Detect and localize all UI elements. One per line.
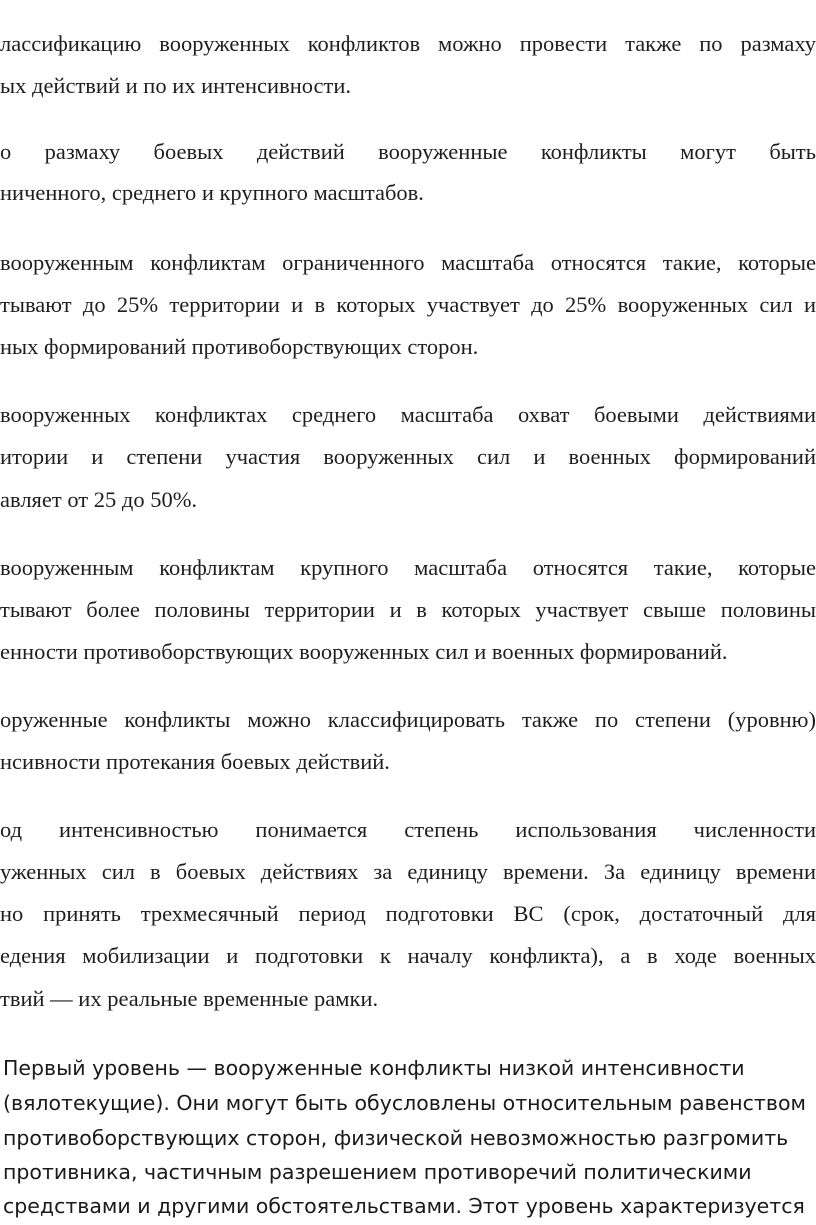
paragraph-8-line-3: противоборствующих сторон, физической невозможностью разгромить: [3, 1126, 789, 1150]
paragraph-6-line-1: оруженные конфликты можно классифицировать также по степени (уровню): [0, 707, 816, 732]
paragraph-5-line-1: вооруженным конфликтам крупного масштаба относятся такие, которые: [0, 555, 816, 580]
paragraph-4-line-1: вооруженных конфликтах среднего масштаба охват боевыми действиями: [0, 402, 816, 427]
paragraph-7-line-5: твий — их реальные временные рамки.: [0, 986, 379, 1011]
paragraph-2-line-2: ниченного, среднего и крупного масштабов.: [0, 180, 424, 205]
paragraph-2-line-1: о размаху боевых действий вооруженные конфликты могут быть: [0, 139, 816, 164]
paragraph-1-line-2: ых действий и по их интенсивности.: [0, 73, 352, 98]
paragraph-5-line-2: тывают более половины территории и в которых участвует свыше половины: [0, 597, 816, 622]
paragraph-1-line-1: лассификацию вооруженных конфликтов можно провести также по размаху: [0, 31, 816, 56]
paragraph-8-line-1: Первый уровень — вооруженные конфликты низкой интенсивности: [3, 1056, 745, 1080]
paragraph-8-line-4: противника, частичным разрешением противоречий политическими: [3, 1160, 752, 1184]
paragraph-7-line-2: уженных сил в боевых действиях за единицу времени. За единицу времени: [0, 859, 816, 884]
paragraph-4-line-2: итории и степени участия вооруженных сил и военных формирований: [0, 444, 816, 469]
paragraph-7-line-3: но принять трехмесячный период подготовки ВС (срок, достаточный для: [0, 901, 816, 926]
paragraph-3-line-1: вооруженным конфликтам ограниченного масштаба относятся такие, которые: [0, 250, 816, 275]
paragraph-3-line-2: тывают до 25% территории и в которых участвует до 25% вооруженных сил и: [0, 292, 816, 317]
paragraph-7-line-1: од интенсивностью понимается степень использования численности: [0, 817, 816, 842]
paragraph-4-line-3: авляет от 25 до 50%.: [0, 487, 198, 512]
paragraph-7-line-4: едения мобилизации и подготовки к началу конфликта), а в ходе военных: [0, 943, 816, 968]
paragraph-8-line-5: средствами и другими обстоятельствами. Этот уровень характеризуется: [3, 1194, 805, 1218]
paragraph-8-line-2: (вялотекущие). Они могут быть обусловлены относительным равенством: [3, 1091, 806, 1115]
paragraph-5-line-3: енности противоборствующих вооруженных сил и военных формирований.: [0, 639, 728, 664]
paragraph-6-line-2: нсивности протекания боевых действий.: [0, 749, 390, 774]
paragraph-3-line-3: ных формирований противоборствующих сторон.: [0, 334, 479, 359]
